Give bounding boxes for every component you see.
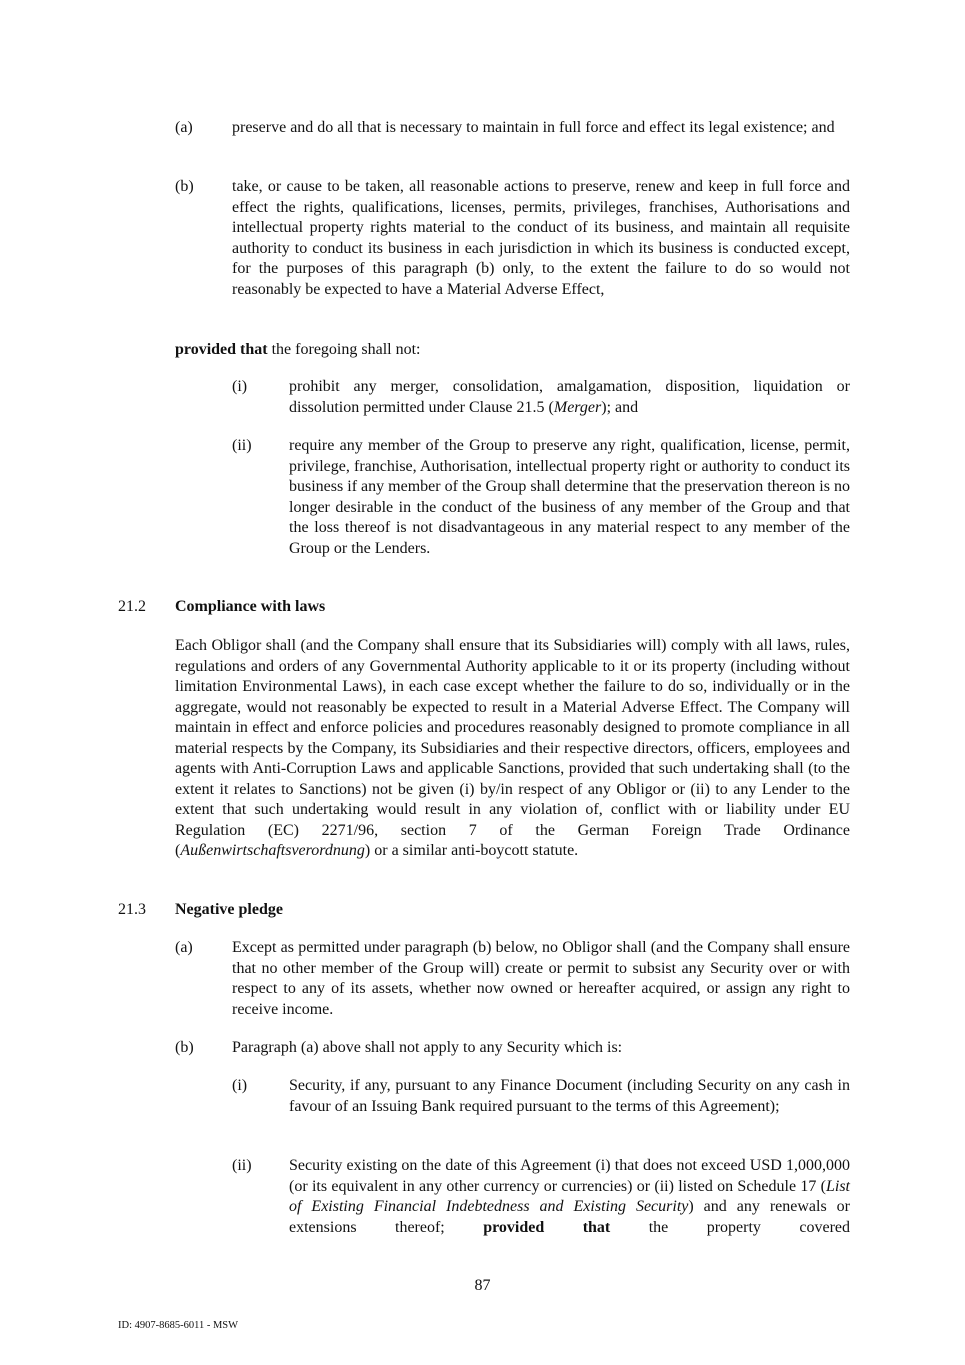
schedule-reference: List of Existing Financial Indebtedness and Existing Security <box>289 1177 850 1215</box>
list-text <box>289 1156 850 1238</box>
text-run: ) or a similar anti-boycott statute. <box>364 842 579 859</box>
proviso-paragraph <box>175 340 850 361</box>
text-run: prohibit any merger, consolidation, amalgamation, disposition, liquidation or dissolution permitted under Clause 21.5 ( <box>289 378 850 416</box>
section-heading: Compliance with laws <box>175 598 326 615</box>
list-label: (ii) <box>232 437 252 454</box>
page-number: 87 <box>474 1277 491 1294</box>
section-number: 21.2 <box>118 598 146 615</box>
section-heading: Negative pledge <box>175 901 283 918</box>
list-text: Except as permitted under paragraph (b) below, no Obligor shall (and the Company shall ensure that no other member of the Group will) create or permit to subsist any Security over or with respect to any of its assets, whether now owned or hereafter acquired, or assign any right to receive income. <box>232 939 850 1018</box>
list-label: (ii) <box>232 1157 252 1174</box>
section-number: 21.3 <box>118 901 146 918</box>
proviso-rest: the foregoing shall not: <box>267 341 421 358</box>
list-text: preserve and do all that is necessary to maintain in full force and effect its legal existence; and <box>232 119 835 136</box>
text-run: the property covered <box>610 1218 851 1236</box>
list-text: take, or cause to be taken, all reasonable actions to preserve, renew and keep in full force and effect the rights, qualifications, licenses, permits, privileges, franchises, Authorisations and intellectual property rights material to the conduct of its business, and maintain all requisite authority to conduct its business in each jurisdiction in which its business is conducted except, for the purposes of this paragraph (b) only, to the extent the failure to do so would not reasonably be expected to have a Material Adverse Effect, <box>232 178 850 298</box>
text-run: Each Obligor shall (and the Company shall ensure that its Subsidiaries will) comply with all laws, rules, regulations and orders of any Governmental Authority applicable to it or its property (including without limitation Environmental Laws), in each case except whether the failure to do so, individually or in the aggregate, would not reasonably be expected to result in a Material Adverse Effect. The Company will maintain in effect and enforce policies and procedures reasonably designed to promote compliance in all material respects by the Company, its Subsidiaries and their respective directors, officers, employees and agents with Anti-Corruption Laws and applicable Sanctions, provided that such undertaking shall (to the extent it relates to Sanctions) not be given (i) by/in respect of any Obligor or (ii) to any Lender to the extent that such undertaking would result in any violation of, conflict with or liability under EU Regulation (EC) 2271/96, section 7 of the German Foreign Trade Ordinance ( <box>175 637 850 859</box>
clause-reference: Merger <box>553 398 602 416</box>
list-label: (a) <box>175 939 193 956</box>
section-body <box>175 636 850 862</box>
list-label: (b) <box>175 1039 194 1056</box>
text-run: ) and any renewals or extensions thereof; <box>289 1198 851 1236</box>
list-text: require any member of the Group to preserve any right, qualification, license, permit, privilege, franchise, Authorisation, intellectual property right or authority to conduct its business if any member of the Group shall determine that the preservation thereon is no longer desirable in the conduct of the business of any member of the Group and that the loss thereof is not disadvantageous in any material respect to any member of the Group or the Lenders. <box>289 437 850 557</box>
list-text: Security, if any, pursuant to any Finance Document (including Security on any cash in favour of an Issuing Bank required pursuant to the terms of this Agreement); <box>289 1077 850 1115</box>
document-id: ID: 4907-8685-6011 - MSW <box>118 1320 239 1331</box>
list-label: (i) <box>232 1077 248 1094</box>
italic-term: Außenwirtschaftsverordnung <box>180 842 365 859</box>
list-label: (a) <box>175 119 193 136</box>
list-text: Paragraph (a) above shall not apply to any Security which is: <box>232 1039 623 1056</box>
proviso-bold: provided that <box>483 1218 611 1236</box>
list-label: (b) <box>175 178 194 195</box>
list-label: (i) <box>232 378 248 395</box>
text-run: ); and <box>601 398 639 416</box>
list-text <box>289 377 850 418</box>
text-run: Security existing on the date of this Agreement (i) that does not exceed USD 1,000,000 (or its equivalent in any other currency or currencies) or (ii) listed on Schedule 17 ( <box>289 1157 850 1195</box>
proviso-bold: provided that <box>175 341 268 358</box>
